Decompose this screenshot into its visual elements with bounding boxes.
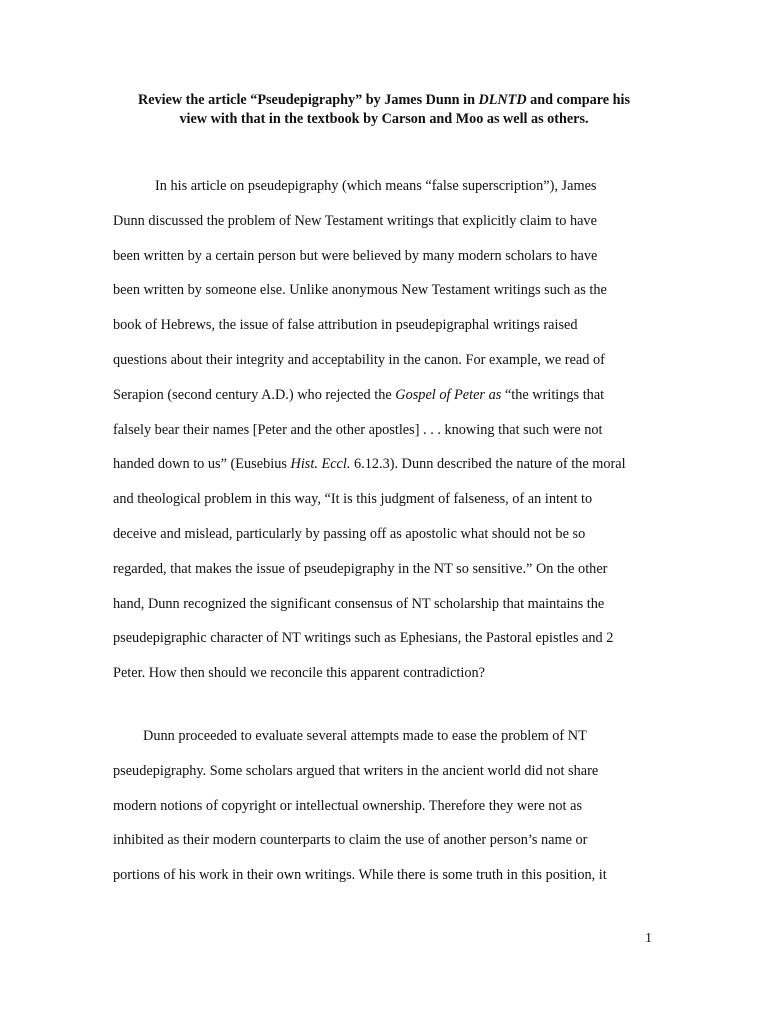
text-line: Serapion (second century A.D.) who rejected the Gospel of Peter as “the writings that	[113, 386, 605, 403]
text-line: been written by a certain person but were believed by many modern scholars to have	[113, 247, 598, 264]
italic-gospel-of-peter: Gospel of Peter as	[395, 386, 502, 403]
text-line: Peter. How then should we reconcile this apparent contradiction?	[113, 665, 485, 682]
text-line: deceive and mislead, particularly by passing off as apostolic what should not be so	[113, 525, 586, 542]
text-line: Dunn proceeded to evaluate several attempts made to ease the problem of NT	[143, 728, 587, 744]
title-italic-dlntd: DLNTD	[478, 92, 527, 108]
text-line: and theological problem in this way, “It is this judgment of falseness, of an intent to	[113, 491, 593, 508]
text-line: Dunn discussed the problem of New Testament writings that explicitly claim to have	[113, 212, 597, 229]
text-line: pseudepigraphy. Some scholars argued that writers in the ancient world did not share	[113, 762, 599, 779]
title-line-1: Review the article “Pseudepigraphy” by James Dunn in DLNTD and compare his	[138, 92, 630, 108]
text-line: pseudepigraphic character of NT writings such as Ephesians, the Pastoral epistles and 2	[113, 630, 614, 647]
paragraph-2	[113, 719, 673, 893]
text-line: regarded, that makes the issue of pseudepigraphy in the NT so sensitive.” On the other	[113, 560, 608, 577]
text-line: hand, Dunn recognized the significant consensus of NT scholarship that maintains the	[113, 595, 605, 612]
text-line: book of Hebrews, the issue of false attribution in pseudepigraphal writings raised	[113, 317, 578, 334]
text-line: In his article on pseudepigraphy (which means “false superscription”), James	[155, 178, 597, 194]
text-line: portions of his work in their own writings. While there is some truth in this position, it	[113, 867, 607, 884]
text-line: questions about their integrity and acceptability in the canon. For example, we read of	[113, 351, 605, 368]
text-line: modern notions of copyright or intellectual ownership. Therefore they were not as	[113, 797, 583, 814]
text-line: inhibited as their modern counterparts to claim the use of another person’s name or	[113, 832, 588, 849]
italic-hist-eccl: Hist. Eccl.	[290, 456, 351, 473]
page-number: 1	[645, 931, 652, 946]
text-line: falsely bear their names [Peter and the other apostles] . . . knowing that such were not	[113, 421, 603, 438]
document-title	[100, 91, 668, 129]
title-line-2: view with that in the textbook by Carson and Moo as well as others.	[179, 111, 589, 127]
text-line: been written by someone else. Unlike anonymous New Testament writings such as the	[113, 282, 607, 299]
text-line: handed down to us” (Eusebius Hist. Eccl. 6.12.3). Dunn described the nature of the moral	[113, 456, 626, 473]
paragraph-1	[113, 169, 673, 691]
